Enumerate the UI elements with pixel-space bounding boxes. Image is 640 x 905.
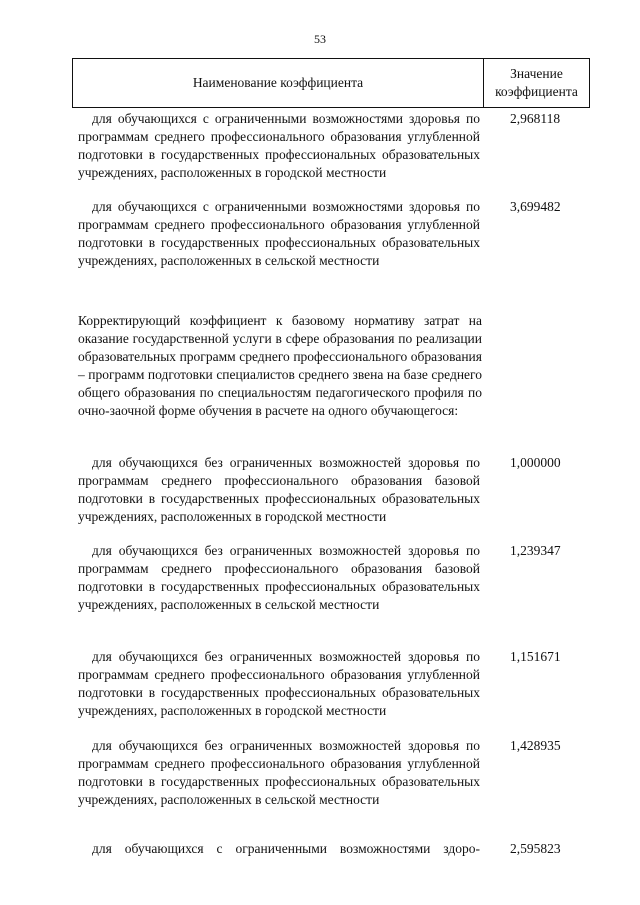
row-value: 1,239347 <box>510 543 561 558</box>
page-number: 53 <box>314 32 326 46</box>
row-text: для обучающихся с ограниченными возможностями здоро- <box>92 841 480 856</box>
row-description <box>78 198 480 270</box>
section-paragraph <box>78 312 482 420</box>
row-value: 3,699482 <box>510 199 561 214</box>
row-text: для обучающихся с ограниченными возможностями здоровья по программам среднего профессионального образования углубленной подготовки в государственных профессиональных образовательных учреждениях, расположенных в городской местности <box>78 111 480 180</box>
table-row <box>78 542 590 614</box>
row-description <box>78 737 480 809</box>
table-row <box>78 110 590 182</box>
row-text: для обучающихся без ограниченных возможностей здоровья по программам среднего профессионального образования углубленной подготовки в государственных профессиональных образовательных учреждениях, расположенных в городской местности <box>78 649 480 718</box>
table-row <box>78 198 590 270</box>
row-text: для обучающихся без ограниченных возможностей здоровья по программам среднего профессионального образования базовой подготовки в государственных профессиональных образовательных учреждениях, расположенных в сельской местности <box>78 543 480 612</box>
row-description <box>78 542 480 614</box>
table-row <box>78 737 590 809</box>
column-header-name: Наименование коэффициента <box>73 59 484 107</box>
table-row <box>78 454 590 526</box>
row-value: 2,595823 <box>510 841 561 856</box>
paragraph-text: Корректирующий коэффициент к базовому нормативу затрат на оказание государственной услуги в сфере образования по реализации образовательных программ среднего профессионального образования – программ подготовки специалистов среднего звена на базе среднего общего образования по специальностям педагогического профиля по очно-заочной форме обучения в расчете на одного обучающегося: <box>78 313 482 418</box>
row-value: 1,000000 <box>510 455 561 470</box>
row-description <box>78 454 480 526</box>
row-text: для обучающихся без ограниченных возможностей здоровья по программам среднего профессионального образования углубленной подготовки в государственных профессиональных образовательных учреждениях, расположенных в сельской местности <box>78 738 480 807</box>
row-value: 2,968118 <box>510 111 561 126</box>
column-header-value-line2: коэффициента <box>495 84 578 99</box>
row-description <box>78 110 480 182</box>
row-value: 1,151671 <box>510 649 561 664</box>
column-header-value <box>484 59 589 107</box>
row-text: для обучающихся с ограниченными возможностями здоровья по программам среднего профессионального образования углубленной подготовки в государственных профессиональных образовательных учреждениях, расположенных в сельской местности <box>78 199 480 268</box>
table-row <box>78 840 590 858</box>
row-description <box>78 840 480 858</box>
row-text: для обучающихся без ограниченных возможностей здоровья по программам среднего профессионального образования базовой подготовки в государственных профессиональных образовательных учреждениях, расположенных в городской местности <box>78 455 480 524</box>
table-header <box>72 58 590 108</box>
column-header-value-line1: Значение <box>510 66 563 81</box>
row-description <box>78 648 480 720</box>
row-value: 1,428935 <box>510 738 561 753</box>
table-row <box>78 648 590 720</box>
